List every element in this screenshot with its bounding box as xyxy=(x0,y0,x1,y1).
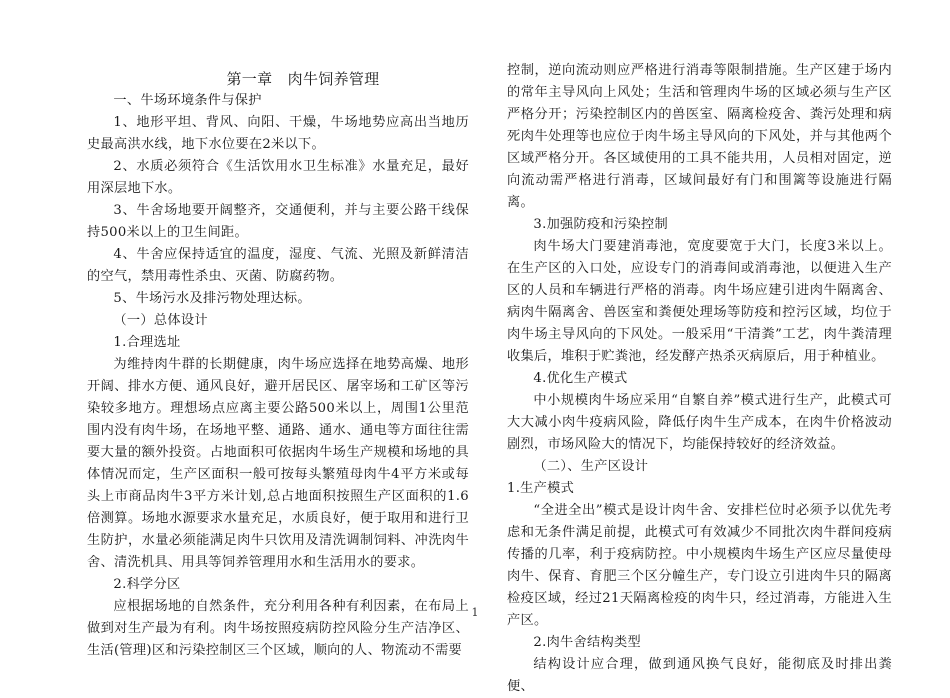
paragraph: 3、牛舍场地要开阔整齐，交通便利，并与主要公路干线保持500米以上的卫生间距。 xyxy=(87,203,469,240)
paragraph: 为维持肉牛群的长期健康，肉牛场应选择在地势高燥、地形开阔、排水方便、通风良好，避开居民区、屠宰场和工矿区等污染较多地方。理想场点应离主要公路500米以上，周围1公里范围内没有肉牛场，在场地平整、通路、通水、通电等方面往往需要大量的额外投资。占地面积可依据肉牛场生产规模和场地的具体情况而定，生产区面积一般可按每头繁殖母肉牛4平方米或每头上市商品肉牛3平方米计划,总占地面积按照生产区面积的1.6倍测算。场地水源要求水量充足，水质良好，便于取用和进行卫生防护，水量必须能满足肉牛只饮用及清洗调制饲料、冲洗肉牛舍、清洗机具、用具等饲养管理用水和生活用水的要求。 xyxy=(87,357,469,570)
chapter-title: 第一章 肉牛饲养管理 xyxy=(226,70,380,88)
subsection-heading: 1.生产模式 xyxy=(507,481,575,496)
paragraph: 结构设计应合理，做到通风换气良好，能彻底及时排出粪便、 xyxy=(507,657,892,694)
right-column xyxy=(507,60,892,698)
subsection-heading: （一）总体设计 xyxy=(113,313,208,328)
subsection-heading: 4.优化生产模式 xyxy=(533,371,628,386)
section-heading: 一、牛场环境条件与保护 xyxy=(113,93,262,108)
left-column xyxy=(87,68,469,662)
page-number: 1 xyxy=(471,606,479,619)
subsection-heading: 3.加强防疫和污染控制 xyxy=(533,217,668,232)
paragraph: 中小规模肉牛场应采用“自繁自养”模式进行生产，此模式可大大减小肉牛疫病风险，降低仔肉牛生产成本，在肉牛价格波动剧烈，市场风险大的情况下，均能保持较好的经济效益。 xyxy=(507,393,892,452)
paragraph-continued: 控制，逆向流动则应严格进行消毒等限制措施。生产区建于场内的常年主导风向上风处；生活和管理肉牛场的区域必须与生产区严格分开；污染控制区内的兽医室、隔离检疫舍、粪污处理和病死肉牛处理等也应位于肉牛场主导风向的下风处，并与其他两个区域严格分开。各区域使用的工具不能共用，人员相对固定，逆向流动需严格进行消毒，区域间最好有门和围篱等设施进行隔离。 xyxy=(507,63,892,210)
paragraph: 2、水质必须符合《生活饮用水卫生标准》水量充足，最好用深层地下水。 xyxy=(87,159,469,196)
paragraph: 4、牛舍应保持适宜的温度，湿度、气流、光照及新鲜清洁的空气，禁用毒性杀虫、灭菌、防腐药物。 xyxy=(87,247,469,284)
paragraph: 肉牛场大门要建消毒池，宽度要宽于大门，长度3米以上。在生产区的入口处，应设专门的消毒间或消毒池，以便进入生产区的人员和车辆进行严格的消毒。肉牛场应建引进肉牛隔离舍、病肉牛隔离舍、兽医室和粪便处理场等防疫和控污区域，均位于肉牛场主导风向的下风处。一般采用“干清粪”工艺，肉牛粪清理收集后，堆积于贮粪池，经发酵产热杀灭病原后，用于种植业。 xyxy=(507,239,892,364)
paragraph: 应根据场地的自然条件，充分利用各种有利因素，在布局上做到对生产最为有利。肉牛场按照疫病防控风险分生产洁净区、生活(管理)区和污染控制区三个区域，顺向的人、物流动不需要 xyxy=(87,599,469,658)
subsection-heading: 2.肉牛舍结构类型 xyxy=(533,635,641,650)
paragraph: 5、牛场污水及排污物处理达标。 xyxy=(113,291,311,306)
subsection-heading: 1.合理选址 xyxy=(113,335,181,350)
subsection-heading: 2.科学分区 xyxy=(113,577,181,592)
paragraph: 1、地形平坦、背风、向阳、干燥，牛场地势应高出当地历史最高洪水线，地下水位要在2米以下。 xyxy=(87,115,469,152)
section-heading: （二）、生产区设计 xyxy=(533,459,649,474)
paragraph: “全进全出”模式是设计肉牛舍、安排栏位时必须予以优先考虑和无条件满足前提，此模式可有效减少不同批次肉牛群间疫病传播的几率，利于疫病防控。中小规模肉牛场生产区应尽量使母肉牛、保育、育肥三个区分幢生产，专门设立引进肉牛只的隔离检疫区域，经过21天隔离检疫的肉牛只，经过消毒，方能进入生产区。 xyxy=(507,503,892,628)
